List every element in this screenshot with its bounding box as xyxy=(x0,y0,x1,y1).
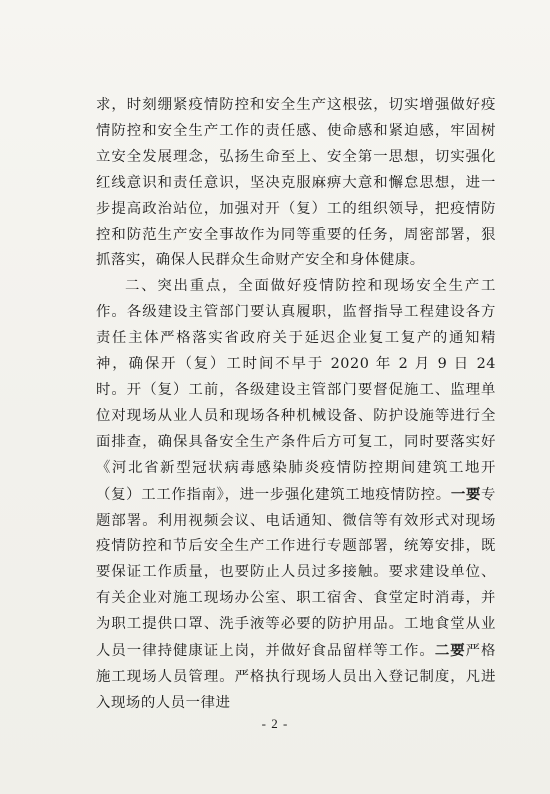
bold-lead-2: 二要 xyxy=(434,642,466,660)
document-body xyxy=(96,93,496,717)
paragraph-2-text-b: 专题部署。利用视频会议、电话通知、微信等有效形式对现场疫情防控和节后安全生产工作进行专题部署，统筹安排，既要保证工作质量，也要防止人员过多接触。要求建设单位、有关企业对施工现场办公室、职工宿舍、食堂定时消毒，并为职工提供口罩、洗手液等必要的防护用品。工地食堂从业人员一律持健康证上岗，并做好食品留样等工作。 xyxy=(96,486,496,660)
page-number: - 2 - xyxy=(261,716,289,731)
bold-lead-1: 一要 xyxy=(450,485,482,503)
paragraph-1 xyxy=(96,93,496,274)
paragraph-2-text: 二、突出重点，全面做好疫情防控和现场安全生产工作。各级建设主管部门要认真履职，监督指导工程建设各方责任主体严格落实省政府关于延迟企业复工复产的通知精神，确保开（复）工时间不早于 2020 年 2 月 9 日 24 时。开（复）工前，各级建设主管部门要督促施工、监理单位对现场从业人员和现场各种机械设备、防护设施等进行全面排查，确保具备安全生产条件后方可复工，同时要落实好《河北省新型冠状病毒感染肺炎疫情防控期间建筑工地开（复）工工作指南》，进一步强化建筑工地疫情防控。 xyxy=(96,278,496,503)
paragraph-1-text: 求，时刻绷紧疫情防控和安全生产这根弦，切实增强做好疫情防控和安全生产工作的责任感、使命感和紧迫感，牢固树立安全发展理念，弘扬生命至上、安全第一思想，切实强化红线意识和责任意识，坚决克服麻痹大意和懈怠思想，进一步提高政治站位，加强对开（复）工的组织领导，把疫情防控和防范生产安全事故作为同等重要的任务，周密部署，狠抓落实，确保人民群众生命财产安全和身体健康。 xyxy=(96,97,496,269)
paragraph-2 xyxy=(96,274,496,716)
paragraph-2-text-c: 严格施工现场人员管理。严格执行现场人员出入登记制度，凡进入现场的人员一律进 xyxy=(96,643,496,711)
